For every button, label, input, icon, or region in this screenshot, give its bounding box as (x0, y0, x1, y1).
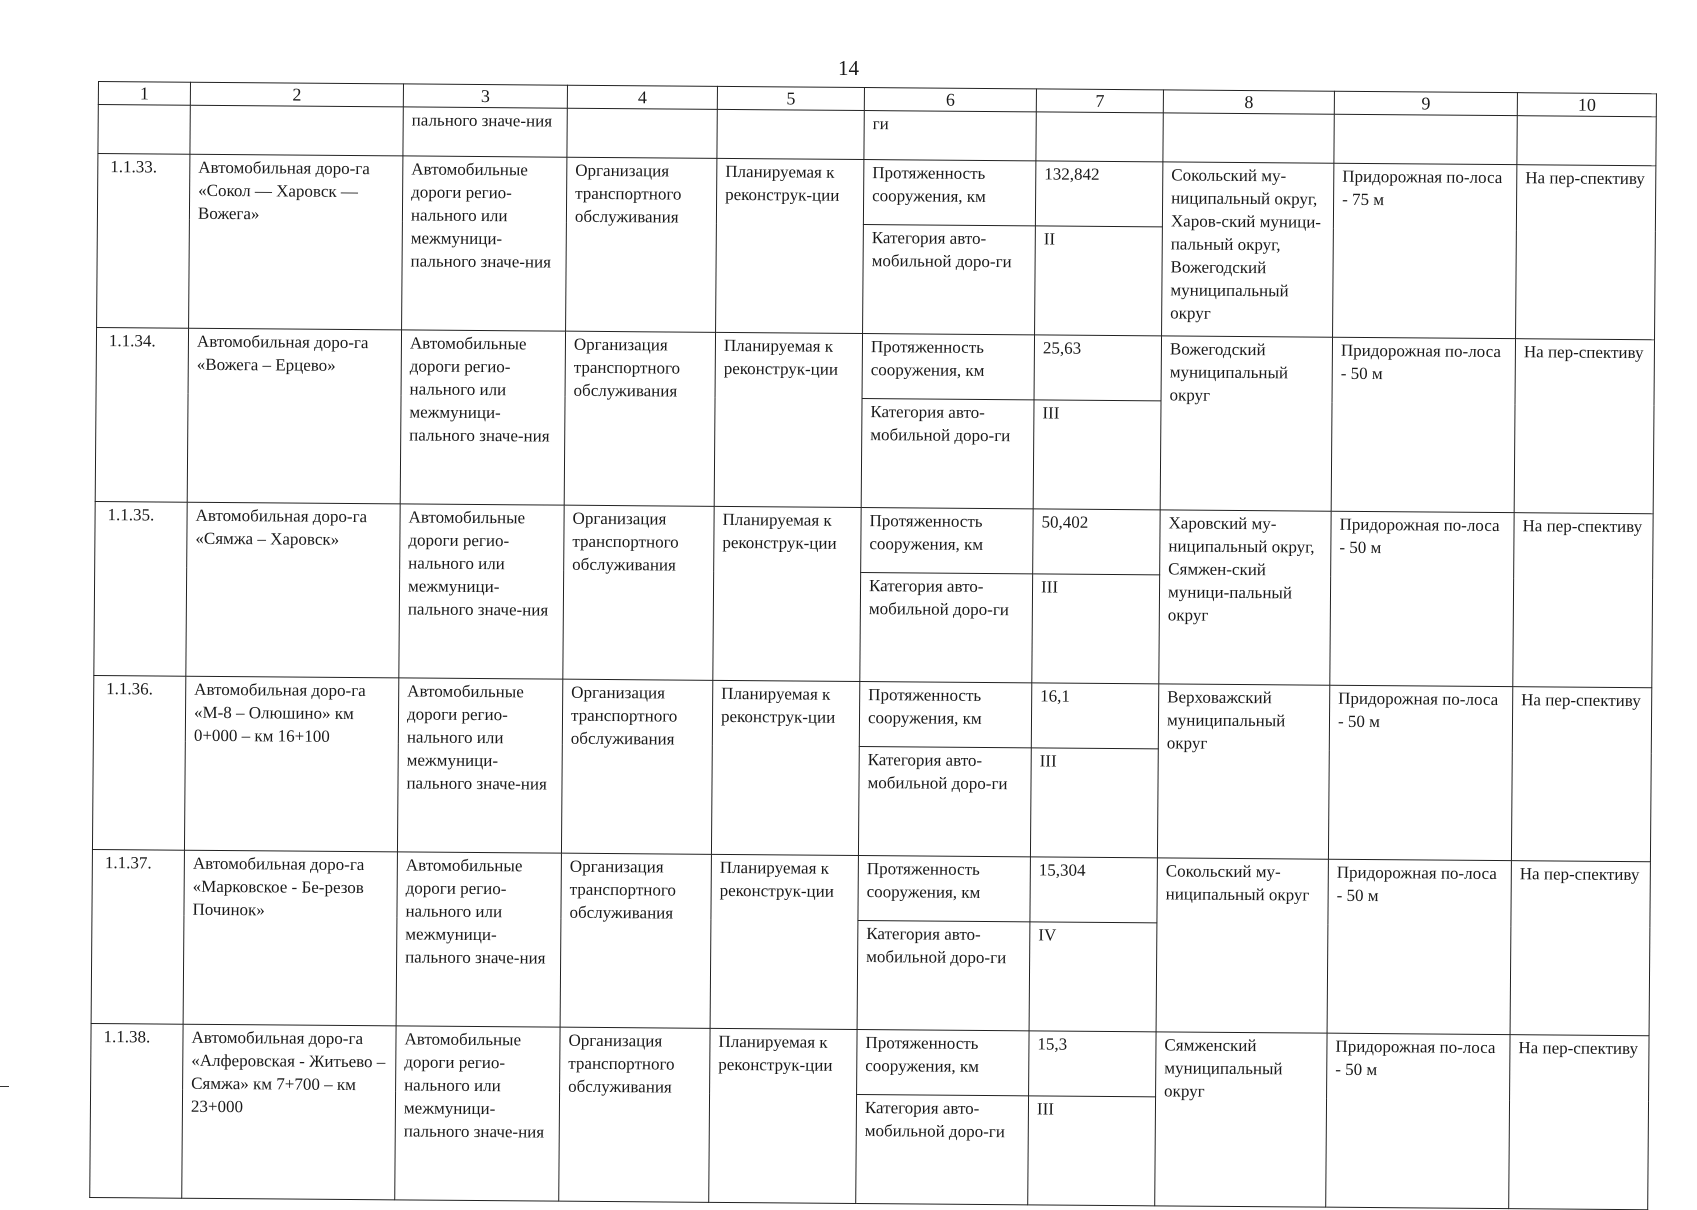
column-number: 4 (567, 85, 717, 109)
zone-cell: Придорожная по-лоса - 50 м (1327, 859, 1511, 1034)
param-value-cell: 16,1 (1031, 683, 1159, 749)
row-code-cell: 1.1.36. (92, 675, 185, 850)
term-cell: На пер-спективу (1513, 513, 1653, 688)
row-code-cell: 1.1.35. (94, 501, 187, 676)
table-row (96, 327, 1654, 404)
table-row (93, 675, 1651, 752)
param-value-cell: 15,304 (1030, 857, 1158, 923)
location-cell: Сокольский му-ниципальный округ (1156, 858, 1328, 1033)
table-row (97, 154, 1655, 231)
status-cell: Планируемая к реконструк-ции (711, 680, 859, 855)
param-value-cell: IV (1029, 922, 1157, 1032)
road-name-cell: Автомобильная доро-га «Марковское - Бе-резов Починок» (183, 850, 397, 1026)
location-cell: Верховажский муниципальный округ (1157, 684, 1329, 859)
page-number: 14 (838, 56, 859, 80)
row-code-cell: 1.1.34. (95, 327, 188, 502)
table-cell (717, 109, 864, 159)
param-value-cell: 15,3 (1029, 1031, 1157, 1097)
purpose-cell: Организация транспортного обслуживания (563, 505, 714, 680)
row-code-cell: 1.1.37. (91, 849, 184, 1024)
purpose-cell: Организация транспортного обслуживания (561, 679, 712, 854)
table-row (91, 1023, 1649, 1100)
table-cell (1334, 114, 1517, 164)
term-cell: На пер-спективу (1509, 1035, 1649, 1210)
table-row (95, 501, 1653, 578)
status-cell: Планируемая к реконструк-ции (713, 506, 861, 681)
zone-cell: Придорожная по-лоса - 50 м (1331, 337, 1515, 512)
location-cell: Вожегодский муниципальный округ (1160, 336, 1332, 511)
param-name-cell: Протяженность сооружения, км (857, 1029, 1030, 1095)
table-cell (98, 105, 190, 155)
road-type-cell: Автомобильные дороги регио-нального или межмуници-пального значе-ния (397, 678, 562, 853)
location-cell: Сокольский му-ниципальный округ, Харов-ский муници-пальный округ, Вожегодский муниципальный округ (1162, 162, 1334, 337)
param-name-cell: Категория авто-мобильной доро-ги (856, 1094, 1029, 1204)
road-name-cell: Автомобильная доро-га «Алферовская - Житьево – Сямжа» км 7+700 – км 23+000 (182, 1024, 396, 1200)
purpose-cell: Организация транспортного обслуживания (560, 853, 711, 1028)
term-cell: На пер-спективу (1510, 861, 1650, 1036)
location-cell: Харовский му-ниципальный округ, Сямжен-ский муници-пальный округ (1159, 510, 1331, 685)
term-cell: На пер-спективу (1511, 687, 1651, 862)
road-name-cell: Автомобильная доро-га «Сокол — Харовск — Вожега» (189, 154, 403, 330)
param-name-cell: Протяженность сооружения, км (863, 160, 1036, 226)
param-name-cell: Категория авто-мобильной доро-ги (860, 573, 1033, 683)
table-cell (190, 105, 403, 156)
roads-table (89, 81, 1657, 1210)
road-type-cell: Автомобильные дороги регио-нального или межмуници-пального значе-ния (402, 156, 567, 331)
location-cell: Сямженский муниципальный округ (1155, 1032, 1327, 1207)
status-cell: Планируемая к реконструк-ции (709, 1028, 857, 1203)
margin-mark (0, 1086, 9, 1087)
table-row (92, 849, 1650, 926)
table-cell (1036, 112, 1163, 162)
table-cell (567, 108, 717, 158)
road-name-cell: Автомобильная доро-га «Сямжа – Харовск» (186, 502, 400, 678)
param-value-cell: II (1035, 226, 1163, 336)
param-name-cell: Категория авто-мобильной доро-ги (857, 920, 1030, 1030)
continuation-param-cell: ги (864, 111, 1036, 161)
param-name-cell: Категория авто-мобильной доро-ги (863, 225, 1036, 335)
term-cell: На пер-спективу (1516, 165, 1656, 340)
road-type-cell: Автомобильные дороги регио-нального или межмуници-пального значе-ния (395, 1026, 560, 1201)
param-value-cell: III (1028, 1096, 1156, 1206)
road-name-cell: Автомобильная доро-га «М-8 – Олюшино» км 0+000 – км 16+100 (184, 676, 398, 852)
param-name-cell: Категория авто-мобильной доро-ги (861, 399, 1034, 509)
zone-cell: Придорожная по-лоса - 50 м (1328, 685, 1512, 860)
param-value-cell: III (1033, 400, 1161, 510)
zone-cell: Придорожная по-лоса - 50 м (1330, 511, 1514, 686)
param-name-cell: Категория авто-мобильной доро-ги (858, 746, 1031, 856)
purpose-cell: Организация транспортного обслуживания (564, 331, 715, 506)
row-code-cell: 1.1.38. (90, 1023, 183, 1198)
status-cell: Планируемая к реконструк-ции (714, 332, 862, 507)
purpose-cell: Организация транспортного обслуживания (566, 157, 717, 332)
term-cell: На пер-спективу (1514, 339, 1654, 514)
zone-cell: Придорожная по-лоса - 50 м (1326, 1033, 1510, 1208)
status-cell: Планируемая к реконструк-ции (716, 158, 864, 333)
table-cell (1163, 113, 1334, 163)
column-number: 7 (1036, 89, 1163, 113)
continuation-type-cell: пального значе-ния (403, 107, 567, 157)
column-number: 5 (717, 86, 864, 110)
status-cell: Планируемая к реконструк-ции (710, 854, 858, 1029)
param-value-cell: 25,63 (1034, 335, 1162, 401)
document-table-container (89, 81, 1656, 1210)
column-number: 2 (190, 82, 403, 107)
road-type-cell: Автомобильные дороги регио-нального или межмуници-пального значе-ния (400, 330, 565, 505)
road-type-cell: Автомобильные дороги регио-нального или межмуници-пального значе-ния (396, 852, 561, 1027)
road-name-cell: Автомобильная доро-га «Вожега – Ерцево» (187, 328, 401, 504)
column-number: 3 (403, 84, 567, 108)
param-value-cell: 132,842 (1035, 161, 1163, 227)
param-name-cell: Протяженность сооружения, км (862, 334, 1035, 400)
column-number: 10 (1517, 93, 1656, 117)
zone-cell: Придорожная по-лоса - 75 м (1333, 163, 1517, 338)
road-type-cell: Автомобильные дороги регио-нального или межмуници-пального значе-ния (399, 504, 564, 679)
purpose-cell: Организация транспортного обслуживания (559, 1027, 710, 1202)
param-value-cell: 50,402 (1033, 509, 1161, 575)
param-name-cell: Протяженность сооружения, км (859, 682, 1032, 748)
column-number: 6 (864, 88, 1036, 112)
column-number: 8 (1163, 90, 1334, 114)
table-cell (1517, 116, 1656, 166)
column-number: 1 (98, 82, 190, 106)
column-number: 9 (1334, 91, 1517, 115)
param-name-cell: Протяженность сооружения, км (861, 508, 1034, 574)
param-value-cell: III (1030, 748, 1158, 858)
param-name-cell: Протяженность сооружения, км (858, 855, 1031, 921)
param-value-cell: III (1032, 574, 1160, 684)
row-code-cell: 1.1.33. (97, 154, 190, 329)
